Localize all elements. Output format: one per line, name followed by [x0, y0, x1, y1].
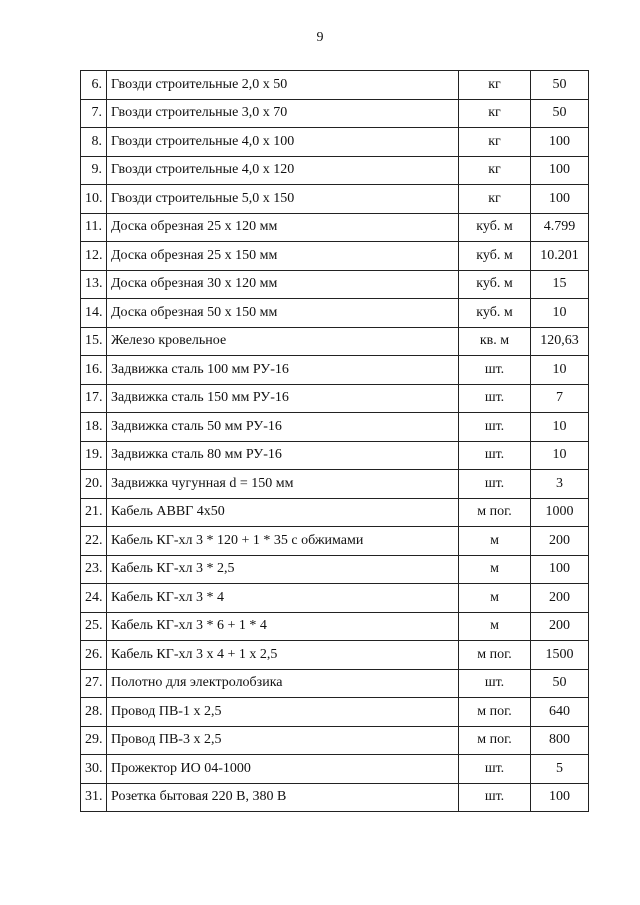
row-number-cell: 9.: [81, 156, 107, 185]
unit-cell: м: [459, 612, 531, 641]
unit-cell: кг: [459, 99, 531, 128]
quantity-cell: 100: [531, 156, 589, 185]
table-row: [81, 356, 589, 385]
quantity-cell: 50: [531, 669, 589, 698]
row-number-cell: 6.: [81, 71, 107, 100]
item-name-cell: Доска обрезная 50 х 150 мм: [107, 299, 459, 328]
item-name-cell: Задвижка сталь 50 мм РУ-16: [107, 413, 459, 442]
row-number-cell: 30.: [81, 755, 107, 784]
row-number-cell: 19.: [81, 441, 107, 470]
unit-cell: кв. м: [459, 327, 531, 356]
item-name-cell: Гвозди строительные 2,0 х 50: [107, 71, 459, 100]
materials-table: [80, 70, 589, 812]
unit-cell: м: [459, 555, 531, 584]
unit-cell: м пог.: [459, 726, 531, 755]
materials-table-body: [81, 71, 589, 812]
table-row: [81, 555, 589, 584]
unit-cell: куб. м: [459, 299, 531, 328]
item-name-cell: Кабель КГ-хл 3 * 2,5: [107, 555, 459, 584]
row-number-cell: 12.: [81, 242, 107, 271]
row-number-cell: 24.: [81, 584, 107, 613]
quantity-cell: 10: [531, 413, 589, 442]
item-name-cell: Прожектор ИО 04-1000: [107, 755, 459, 784]
unit-cell: кг: [459, 156, 531, 185]
table-row: [81, 270, 589, 299]
table-row: [81, 413, 589, 442]
unit-cell: м пог.: [459, 641, 531, 670]
unit-cell: куб. м: [459, 270, 531, 299]
table-row: [81, 669, 589, 698]
row-number-cell: 17.: [81, 384, 107, 413]
table-row: [81, 527, 589, 556]
quantity-cell: 1000: [531, 498, 589, 527]
quantity-cell: 3: [531, 470, 589, 499]
table-row: [81, 299, 589, 328]
table-row: [81, 612, 589, 641]
quantity-cell: 7: [531, 384, 589, 413]
item-name-cell: Задвижка сталь 100 мм РУ-16: [107, 356, 459, 385]
table-row: [81, 498, 589, 527]
quantity-cell: 10.201: [531, 242, 589, 271]
quantity-cell: 15: [531, 270, 589, 299]
unit-cell: куб. м: [459, 213, 531, 242]
quantity-cell: 50: [531, 71, 589, 100]
row-number-cell: 23.: [81, 555, 107, 584]
item-name-cell: Задвижка сталь 80 мм РУ-16: [107, 441, 459, 470]
unit-cell: шт.: [459, 441, 531, 470]
unit-cell: м: [459, 584, 531, 613]
item-name-cell: Доска обрезная 25 х 150 мм: [107, 242, 459, 271]
item-name-cell: Железо кровельное: [107, 327, 459, 356]
row-number-cell: 26.: [81, 641, 107, 670]
item-name-cell: Гвозди строительные 5,0 х 150: [107, 185, 459, 214]
row-number-cell: 28.: [81, 698, 107, 727]
item-name-cell: Кабель АВВГ 4х50: [107, 498, 459, 527]
quantity-cell: 200: [531, 527, 589, 556]
row-number-cell: 13.: [81, 270, 107, 299]
table-row: [81, 156, 589, 185]
unit-cell: шт.: [459, 356, 531, 385]
table-row: [81, 470, 589, 499]
item-name-cell: Кабель КГ-хл 3 * 120 + 1 * 35 с обжимами: [107, 527, 459, 556]
quantity-cell: 10: [531, 441, 589, 470]
table-row: [81, 99, 589, 128]
row-number-cell: 21.: [81, 498, 107, 527]
unit-cell: шт.: [459, 783, 531, 812]
item-name-cell: Кабель КГ-хл 3 * 6 + 1 * 4: [107, 612, 459, 641]
quantity-cell: 200: [531, 584, 589, 613]
unit-cell: м пог.: [459, 698, 531, 727]
table-row: [81, 71, 589, 100]
quantity-cell: 1500: [531, 641, 589, 670]
item-name-cell: Провод ПВ-1 х 2,5: [107, 698, 459, 727]
quantity-cell: 100: [531, 185, 589, 214]
item-name-cell: Задвижка сталь 150 мм РУ-16: [107, 384, 459, 413]
row-number-cell: 18.: [81, 413, 107, 442]
item-name-cell: Кабель КГ-хл 3 * 4: [107, 584, 459, 613]
unit-cell: м пог.: [459, 498, 531, 527]
item-name-cell: Задвижка чугунная d = 150 мм: [107, 470, 459, 499]
quantity-cell: 10: [531, 299, 589, 328]
table-row: [81, 327, 589, 356]
table-row: [81, 441, 589, 470]
row-number-cell: 15.: [81, 327, 107, 356]
unit-cell: шт.: [459, 669, 531, 698]
table-row: [81, 128, 589, 157]
unit-cell: шт.: [459, 755, 531, 784]
row-number-cell: 11.: [81, 213, 107, 242]
quantity-cell: 100: [531, 783, 589, 812]
row-number-cell: 31.: [81, 783, 107, 812]
row-number-cell: 7.: [81, 99, 107, 128]
item-name-cell: Гвозди строительные 3,0 х 70: [107, 99, 459, 128]
quantity-cell: 100: [531, 555, 589, 584]
item-name-cell: Розетка бытовая 220 В, 380 В: [107, 783, 459, 812]
table-row: [81, 755, 589, 784]
quantity-cell: 120,63: [531, 327, 589, 356]
table-row: [81, 213, 589, 242]
unit-cell: куб. м: [459, 242, 531, 271]
table-row: [81, 783, 589, 812]
unit-cell: кг: [459, 71, 531, 100]
quantity-cell: 10: [531, 356, 589, 385]
item-name-cell: Провод ПВ-3 х 2,5: [107, 726, 459, 755]
item-name-cell: Кабель КГ-хл 3 х 4 + 1 х 2,5: [107, 641, 459, 670]
row-number-cell: 8.: [81, 128, 107, 157]
table-row: [81, 698, 589, 727]
unit-cell: кг: [459, 128, 531, 157]
row-number-cell: 14.: [81, 299, 107, 328]
table-row: [81, 384, 589, 413]
unit-cell: м: [459, 527, 531, 556]
item-name-cell: Полотно для электролобзика: [107, 669, 459, 698]
row-number-cell: 22.: [81, 527, 107, 556]
unit-cell: шт.: [459, 384, 531, 413]
quantity-cell: 800: [531, 726, 589, 755]
table-row: [81, 185, 589, 214]
row-number-cell: 16.: [81, 356, 107, 385]
table-row: [81, 726, 589, 755]
quantity-cell: 640: [531, 698, 589, 727]
row-number-cell: 27.: [81, 669, 107, 698]
quantity-cell: 100: [531, 128, 589, 157]
quantity-cell: 200: [531, 612, 589, 641]
table-row: [81, 584, 589, 613]
item-name-cell: Гвозди строительные 4,0 х 100: [107, 128, 459, 157]
unit-cell: шт.: [459, 470, 531, 499]
unit-cell: кг: [459, 185, 531, 214]
row-number-cell: 20.: [81, 470, 107, 499]
table-row: [81, 641, 589, 670]
item-name-cell: Гвозди строительные 4,0 х 120: [107, 156, 459, 185]
row-number-cell: 10.: [81, 185, 107, 214]
unit-cell: шт.: [459, 413, 531, 442]
row-number-cell: 29.: [81, 726, 107, 755]
item-name-cell: Доска обрезная 25 х 120 мм: [107, 213, 459, 242]
page-number: 9: [316, 30, 324, 45]
quantity-cell: 5: [531, 755, 589, 784]
table-row: [81, 242, 589, 271]
row-number-cell: 25.: [81, 612, 107, 641]
quantity-cell: 4.799: [531, 213, 589, 242]
item-name-cell: Доска обрезная 30 х 120 мм: [107, 270, 459, 299]
quantity-cell: 50: [531, 99, 589, 128]
